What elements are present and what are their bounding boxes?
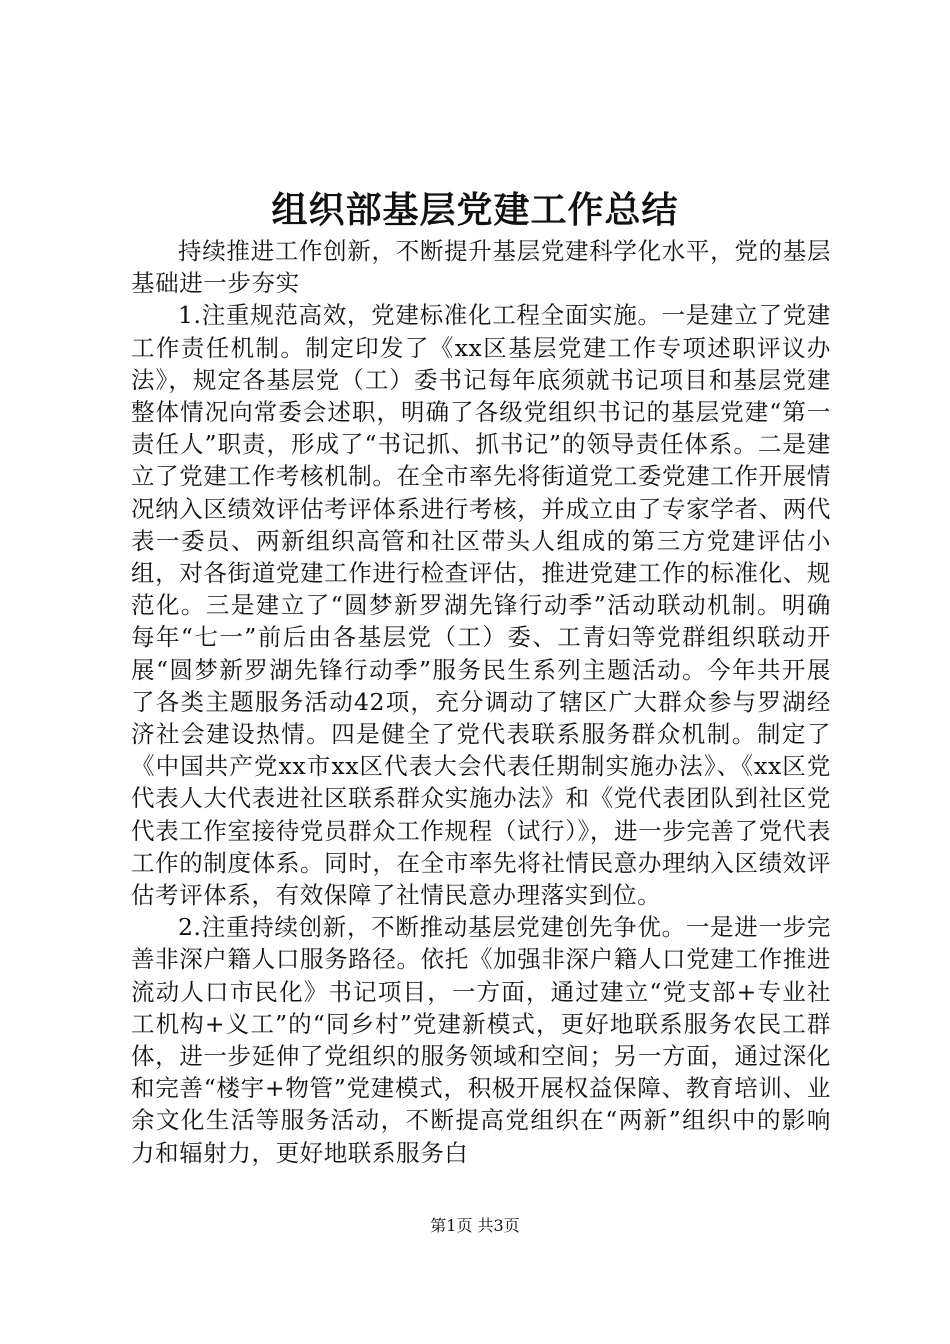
- paragraph-section-2: 2.注重持续创新，不断推动基层党建创先争优。一是进一步完善非深户籍人口服务路径。依托《加强非深户籍人口党建工作推进流动人口市民化》书记项目，一方面，通过建立“党支部+专业社工机构+义工”的“同乡村”党建新模式，更好地联系服务农民工群体，进一步延伸了党组织的服务领域和空间；另一方面，通过深化和完善“楼宇+物管”党建模式，积极开展权益保障、教育培训、业余文化生活等服务活动，不断提高党组织在“两新”组织中的影响力和辐射力，更好地联系服务白: [131, 913, 831, 1167]
- document-title: 组织部基层党建工作总结: [271, 189, 679, 231]
- paragraph-section-1: 1.注重规范高效，党建标准化工程全面实施。一是建立了党建工作责任机制。制定印发了《xx区基层党建工作专项述职评议办法》，规定各基层党（工）委书记每年底须就书记项目和基层党建整体情况向常委会述职，明确了各级党组织书记的基层党建“第一责任人”职责，形成了“书记抓、抓书记”的领导责任体系。二是建立了党建工作考核机制。在全市率先将街道党工委党建工作开展情况纳入区绩效评估考评体系进行考核，并成立由了专家学者、两代表一委员、两新组织高管和社区带头人组成的第三方党建评估小组，对各街道党建工作进行检查评估，推进党建工作的标准化、规范化。三是建立了“圆梦新罗湖先锋行动季”活动联动机制。明确每年“七一”前后由各基层党（工）委、工青妇等党群组织联动开展“圆梦新罗湖先锋行动季”服务民生系列主题活动。今年共开展了各类主题服务活动42项，充分调动了辖区广大群众参与罗湖经济社会建设热情。四是健全了党代表联系服务群众机制。制定了《中国共产党xx市xx区代表大会代表任期制实施办法》、《xx区党代表人大代表进社区联系群众实施办法》和《党代表团队到社区党代表工作室接待党员群众工作规程（试行）》，进一步完善了党代表工作的制度体系。同时，在全市率先将社情民意办理纳入区绩效评估考评体系，有效保障了社情民意办理落实到位。: [131, 301, 831, 910]
- page-number: 第1页 共3页: [430, 1216, 520, 1235]
- paragraph-intro: 持续推进工作创新，不断提升基层党建科学化水平，党的基层基础进一步夯实: [131, 237, 831, 298]
- document-body: [131, 235, 831, 1169]
